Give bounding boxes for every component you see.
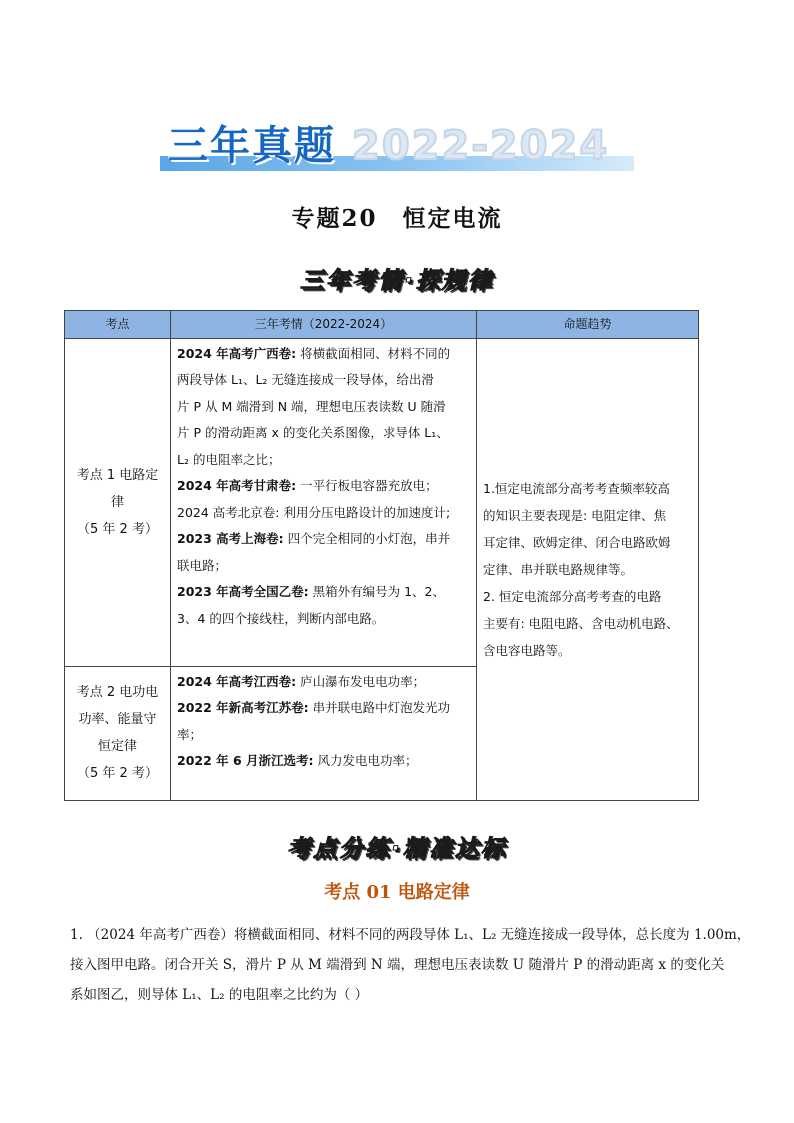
header-trend: 命题趋势 — [477, 311, 699, 339]
kaodian-line: 考点 2 电功电 — [76, 685, 159, 700]
kaoqing-line: 率； — [177, 726, 203, 742]
table-header-row — [65, 311, 699, 339]
kaoqing-cell — [171, 338, 477, 666]
header-kaodian: 考点 — [65, 311, 171, 339]
kaodian-line: （5 年 2 考） — [77, 766, 158, 781]
kaodian-line: 恒定律 — [97, 739, 137, 754]
question-line: 接入图甲电路。闭合开关 S，滑片 P 从 M 端滑到 N 端，理想电压表读数 U 随滑片 P 的滑动距离 x 的变化关 — [70, 957, 725, 973]
kaodian-cell — [65, 666, 171, 800]
trend-line: 主要有: 电阻电路、含电动机电路、 — [483, 615, 679, 631]
header-kaoqing: 三年考情（2022-2024） — [171, 311, 477, 339]
trend-line: 耳定律、欧姆定律、闭合电路欧姆 — [483, 534, 671, 550]
kaoqing-line: 联电路； — [177, 557, 228, 573]
section-title-practice: 考点分练·精准达标 — [287, 836, 507, 862]
exam-summary-table — [64, 310, 699, 801]
kaodian-line: 律 — [110, 494, 124, 510]
kaodian-line: （5 年 2 考） — [77, 521, 158, 537]
kaoqing-line: 2024 年高考甘肃卷: 一平行板电容器充放电； — [177, 478, 438, 493]
kaodian-line: 功率、能量守 — [78, 712, 157, 727]
kaoqing-line: 3、4 的四个接线柱，判断内部电路。 — [177, 610, 385, 626]
trend-line: 2. 恒定电流部分高考考查的电路 — [483, 588, 662, 604]
trend-cell — [477, 338, 699, 800]
kaoqing-line: 2022 年新高考江苏卷: 串并联电路中灯泡发光功 — [177, 700, 451, 715]
banner-years-text: 2022-2024 — [352, 123, 610, 169]
kaoqing-line: 片 P 从 M 端滑到 N 端，理想电压表读数 U 随滑 — [177, 398, 446, 414]
trend-line: 含电容电路等。 — [483, 642, 571, 658]
kaodian-line: 考点 1 电路定 — [76, 467, 159, 483]
question-line: 1. （2024 年高考广西卷）将横截面相同、材料不同的两段导体 L₁、L₂ 无缝连接成一段导体，总长度为 1.00m， — [70, 927, 751, 943]
banner-main-text: 三年真题 — [168, 123, 336, 169]
section-heading: 考点 01 电路定律 — [324, 882, 470, 903]
trend-line: 定律、串并联电路规律等。 — [483, 561, 634, 577]
header-banner — [160, 122, 634, 174]
question-1 — [70, 920, 751, 1010]
kaoqing-cell — [171, 666, 477, 800]
kaoqing-line: 片 P 的滑动距离 x 的变化关系图像，求导体 L₁、 — [177, 425, 449, 440]
kaoqing-line: 两段导体 L₁、L₂ 无缝连接成一段导体，给出滑 — [177, 372, 434, 387]
question-line: 系如图乙，则导体 L₁、L₂ 的电阻率之比约为（ ） — [70, 987, 369, 1003]
kaoqing-line: 2023 高考上海卷: 四个完全相同的小灯泡，串并 — [177, 531, 451, 546]
topic-title: 专题20 恒定电流 — [291, 205, 503, 232]
kaoqing-line: 2023 年高考全国乙卷: 黑箱外有编号为 1、2、 — [177, 584, 446, 599]
trend-line: 1.恒定电流部分高考考查频率较高 — [483, 480, 670, 496]
section-title-review: 三年考情·探规律 — [300, 268, 494, 294]
kaoqing-line: 2024 高考北京卷: 利用分压电路设计的加速度计; — [177, 504, 451, 520]
table-row — [65, 338, 699, 666]
trend-line: 的知识主要表现是: 电阻定律、焦 — [483, 507, 667, 523]
kaoqing-line: L₂ 的电阻率之比； — [177, 451, 281, 467]
kaoqing-line: 2024 年高考江西卷: 庐山瀑布发电电功率； — [177, 673, 426, 689]
kaodian-cell — [65, 338, 171, 666]
kaoqing-line: 2022 年 6 月浙江选考: 风力发电电功率； — [177, 753, 418, 768]
kaoqing-line: 2024 年高考广西卷: 将横截面相同、材料不同的 — [177, 345, 451, 361]
